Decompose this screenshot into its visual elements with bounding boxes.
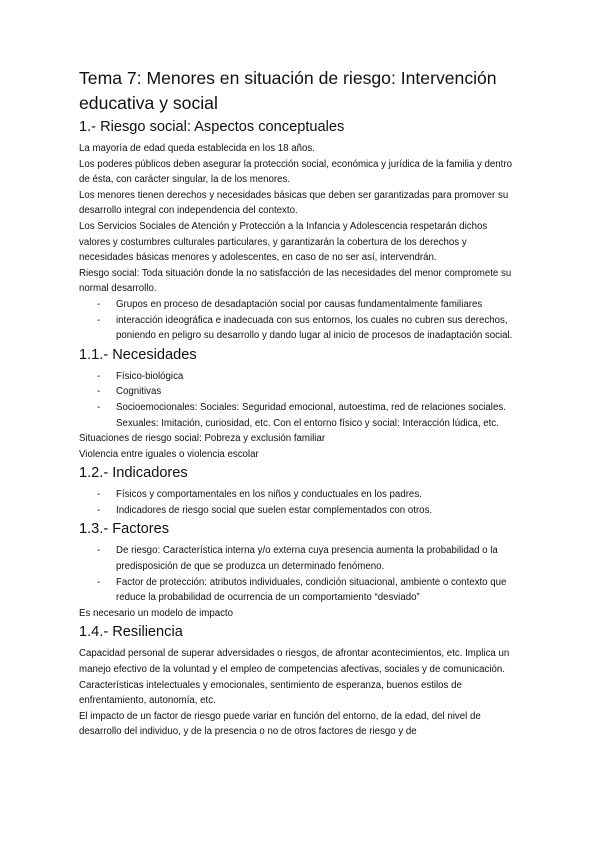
section-heading-1-2: 1.2.- Indicadores [79,465,188,482]
section-heading-1-4: 1.4.- Resiliencia [79,624,183,641]
list-item: - Indicadores de riesgo social que suelen estar complementados con otros. [79,503,518,519]
paragraph: La mayoría de edad queda establecida en los 18 años. [79,143,315,154]
list-item: - Cognitivas [79,384,518,400]
section-heading-1-1: 1.1.- Necesidades [79,346,197,363]
bullet-list [79,369,600,431]
paragraph: Los poderes públicos deben asegurar la protección social, económica y jurídica de la familia y dentro de ésta, con carácter singular, la de los menores. [79,158,512,186]
list-item: - Factor de protección: atributos individuales, condición situacional, ambiente o contexto que reduce la probabilidad de ocurrencia de un comportamiento “desviado” [79,575,518,606]
bullet-list [79,543,600,605]
list-item: - De riesgo: Característica interna y/o externa cuya presencia aumenta la probabilidad o la predisposición de que se produzca un determinado fenómeno. [79,543,518,574]
list-item: - Socioemocionales: Sociales: Seguridad emocional, autoestima, red de relaciones sociales. Sexuales: Imitación, curiosidad, etc. Con el entorno físico y social: Interacción lúdica, etc. [79,400,518,431]
bullet-list [79,297,600,344]
document-title: Tema 7: Menores en situación de riesgo: Intervención educativa y social [79,68,497,113]
list-item: - Físicos y comportamentales en los niños y conductuales en los padres. [79,487,518,503]
paragraph: Los Servicios Sociales de Atención y Protección a la Infancia y Adolescencia respetarán dichos valores y costumbres culturales particulares, y garantizarán la cobertura de los derechos y necesidades básicas menores y adolescentes, en caso de no ser así, intervendrán. [79,220,488,264]
paragraph: Riesgo social: Toda situación donde la no satisfacción de las necesidades del menor compromete su normal desarrollo. [79,267,512,295]
section-heading-1: 1.- Riesgo social: Aspectos conceptuales [79,119,345,135]
list-item: - Grupos en proceso de desadaptación social por causas fundamentalmente familiares [79,297,518,313]
list-item: - interacción ideográfica e inadecuada con sus entornos, los cuales no cubren sus derechos, poniendo en peligro su desarrollo y dando lugar al inicio de procesos de inadaptación social. [79,313,518,344]
paragraph: Situaciones de riesgo social: Pobreza y exclusión familiar [79,433,326,445]
paragraph: El impacto de un factor de riesgo puede variar en función del entorno, de la edad, del nivel de desarrollo del individuo, y de la presencia o no de otros factores de riesgo y de [79,710,481,738]
bullet-list [79,487,600,518]
paragraph: Es necesario un modelo de impacto [79,607,234,619]
paragraph: Capacidad personal de superar adversidades o riesgos, de afrontar acontecimientos, etc. Implica un manejo efectivo de la voluntad y el empleo de competencias afectivas, sociales y de comunicación. Características intelectuales y emocionales, sentimiento de esperanza, buenos estilos de enfrentamiento, autonomía, etc. [79,648,510,707]
list-item: - Físico-biológica [79,369,518,385]
paragraph: Los menores tienen derechos y necesidades básicas que deben ser garantizadas para promover su desarrollo integral con independencia del contexto. [79,189,509,217]
paragraph: Violencia entre iguales o violencia escolar [79,448,259,460]
section-heading-1-3: 1.3.- Factores [79,521,170,538]
